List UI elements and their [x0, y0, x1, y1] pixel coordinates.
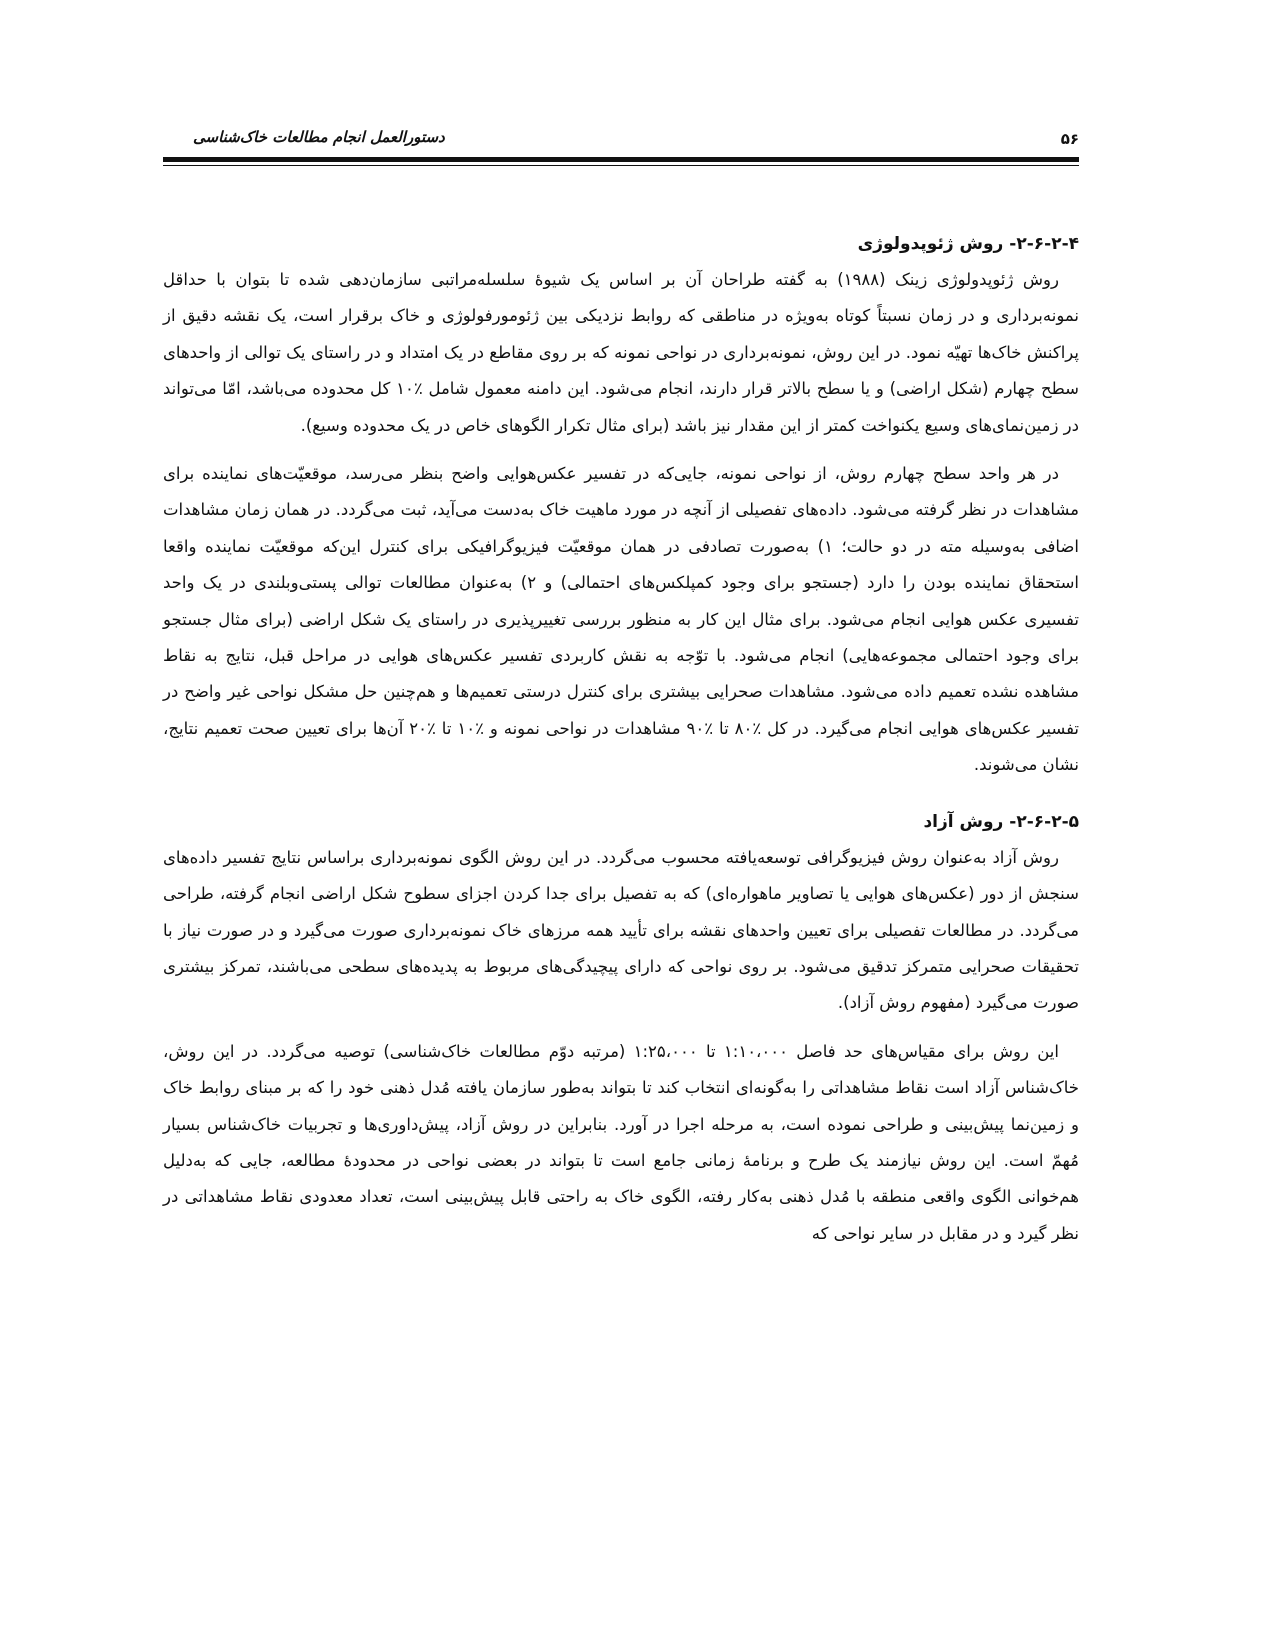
running-title: دستورالعمل انجام مطالعات خاک‌شناسی	[193, 128, 445, 146]
header-rule-thick	[163, 157, 1079, 162]
document-page	[163, 0, 1079, 1650]
page-number: ۵۶	[1060, 130, 1079, 148]
page-header	[163, 122, 1079, 148]
header-rule-thin	[163, 165, 1079, 166]
paragraph-spacer	[163, 1022, 1079, 1034]
section-heading-geopedology: ۲-۶-۲-۴- روش ژئوپدولوژی	[857, 234, 1079, 254]
paragraph: این روش برای مقیاس‌های حد فاصل ۱:۱۰،۰۰۰ تا ۱:۲۵،۰۰۰ (مرتبه دوّم مطالعات خاک‌شناسی) توصیه می‌گردد. در این روش، خاک‌شناس آزاد است نقاط مشاهداتی را به‌گونه‌ای انتخاب کند تا بتواند به‌طور سازمان یافته مُدل ذهنی خود را که بر مبنای روابط خاک و زمین‌نما پیش‌بینی و طراحی نموده است، به مرحله اجرا در آورد. بنابراین در روش آزاد، پیش‌داوری‌ها و تجربیات خاک‌شناس بسیار مُهمّ است. این روش نیازمند یک طرح و برنامهٔ زمانی جامع است تا بتواند در بعضی نواحی در محدودهٔ مطالعه، جایی که به‌دلیل هم‌خوانی الگوی واقعی منطقه با مُدل ذهنی به‌کار رفته، الگوی خاک به راحتی قابل پیش‌بینی است، تعداد معدودی نقاط مشاهداتی در نظر گیرد و در مقابل در سایر نواحی که	[163, 1041, 1079, 1243]
page-body	[163, 226, 1079, 1252]
section-heading-free-method: ۲-۶-۲-۵- روش آزاد	[923, 811, 1079, 832]
paragraph: در هر واحد سطح چهارم روش، از نواحی نمونه، جایی‌که در تفسیر عکس‌هوایی واضح بنظر می‌رسد، موقعیّت‌های نماینده برای مشاهدات در نظر گرفته می‌شود. داده‌های تفصیلی از آنچه در مورد ماهیت خاک به‌دست می‌آید، ثبت می‌گردد. در همان زمان مشاهدات اضافی به‌وسیله مته در دو حالت؛ ۱) به‌صورت تصادفی در همان موقعیّت فیزیوگرافیکی برای کنترل این‌که موقعیّت نماینده واقعا استحقاق نماینده بودن را دارد (جستجو برای وجود کمپلکس‌های احتمالی) و ۲) به‌عنوان مطالعات توالی پستی‌وبلندی در یک واحد تفسیری عکس هوایی انجام می‌شود. برای مثال این کار به منظور بررسی تغییرپذیری در راستای یک شکل اراضی (برای مثال جستجو برای وجود احتمالی مجموعه‌هایی) انجام می‌شود. با توّجه به نقش کاربردی تفسیر عکس‌های هوایی در مراحل قبل، نتایج به نقاط مشاهده نشده تعمیم داده می‌شود. مشاهدات صحرایی بیشتری برای کنترل درستی تعمیم‌ها و هم‌چنین حل مشکل نواحی غیر واضح در تفسیر عکس‌های هوایی انجام می‌گیرد. در کل ٪۸۰ تا ٪۹۰ مشاهدات در نواحی نمونه و ٪۱۰ تا ٪۲۰ آن‌ها برای تعیین صحت تعمیم نتایج، نشان می‌شوند.	[163, 464, 1080, 775]
paragraph: روش ژئوپدولوژی زینک (۱۹۸۸) به گفته طراحان آن بر اساس یک شیوهٔ سلسله‌مراتبی سازمان‌دهی شده تا بتوان با حداقل نمونه‌برداری و در زمان نسبتاً کوتاه به‌ویژه در مناطقی که روابط نزدیکی بین ژئومورفولوژی و خاک برقرار است، یک نقشه دقیق از پراکنش خاک‌ها تهیّه نمود. در این روش، نمونه‌برداری در نواحی نمونه که بر روی مقاطع در یک امتداد و در راستای یک توالی از واحدهای سطح چهارم (شکل اراضی) و یا سطح بالاتر قرار دارند، انجام می‌شود. این دامنه معمول شامل ٪۱۰ کل محدوده می‌باشد، امّا می‌تواند در زمین‌نمای‌های وسیع یکنواخت کمتر از این مقدار نیز باشد (برای مثال تکرار الگوهای خاص در یک محدوده وسیع).	[163, 270, 1079, 435]
paragraph-spacer	[163, 444, 1079, 456]
paragraph: روش آزاد به‌عنوان روش فیزیوگرافی توسعه‌یافته محسوب می‌گردد. در این روش الگوی نمونه‌برداری براساس نتایج تفسیر داده‌های سنجش از دور (عکس‌های هوایی یا تصاویر ماهواره‌ای) که به تفصیل برای جدا کردن اجزای سطوح شکل اراضی انجام گرفته، طراحی می‌گردد. در مطالعات تفصیلی برای تعیین واحدهای نقشه برای تأیید همه مرزهای خاک نمونه‌برداری صورت می‌گیرد و در صورت نیاز با تحقیقات صحرایی متمرکز تدقیق می‌شود. بر روی نواحی که دارای پیچیدگی‌های مربوط به پدیده‌های سطحی می‌باشند، تمرکز بیشتری صورت می‌گیرد (مفهوم روش آزاد).	[163, 847, 1079, 1013]
section-spacer	[163, 784, 1079, 804]
